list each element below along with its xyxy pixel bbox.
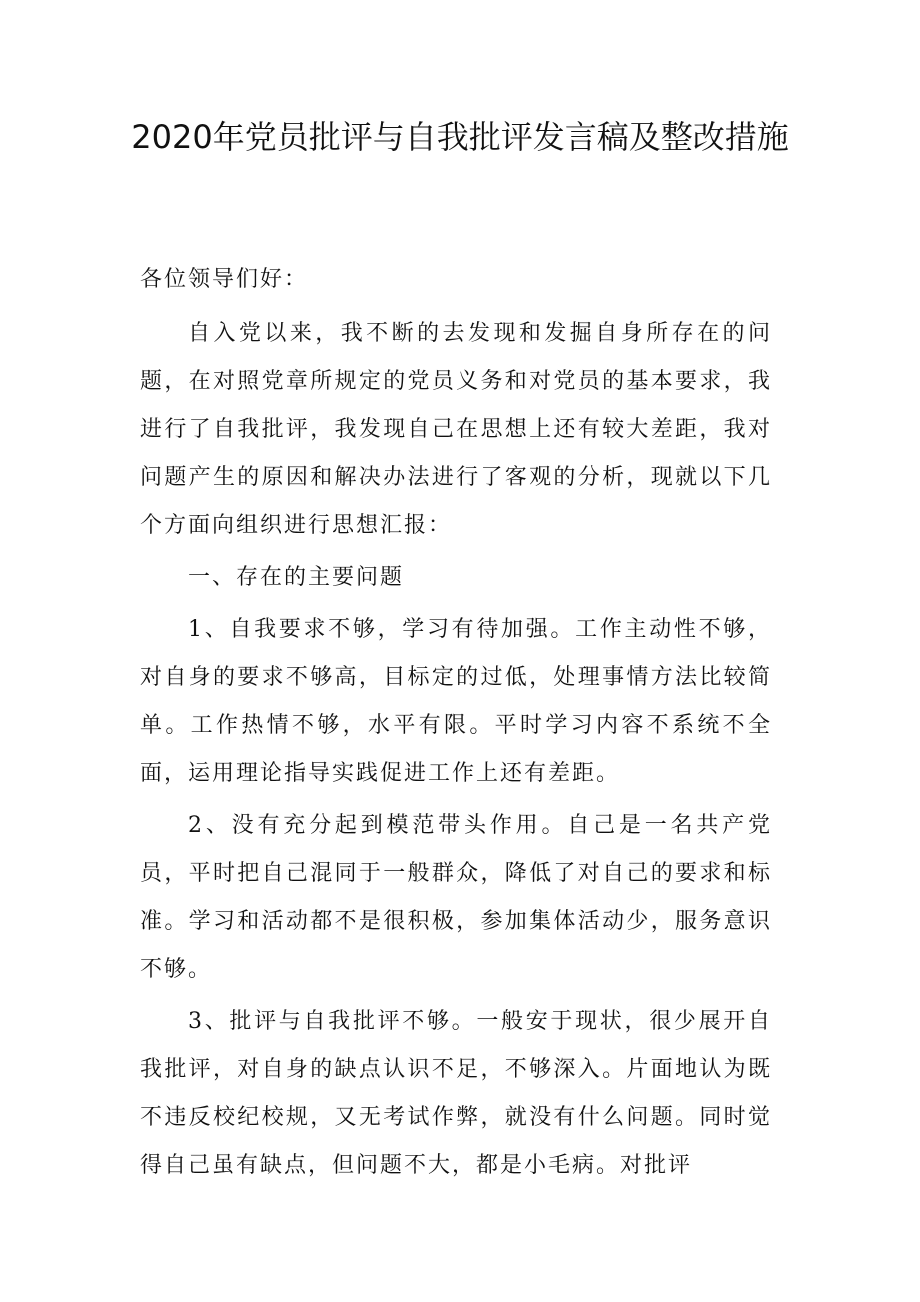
section-heading: 一、存在的主要问题 xyxy=(188,565,405,590)
greeting: 各位领导们好： xyxy=(140,267,309,292)
paragraph-item-3: 3、批评与自我批评不够。一般安于现状，很少展开自我批评，对自身的缺点认识不足，不够深入。片面地认为既不违反校纪校规，又无考试作弊，就没有什么问题。同时觉得自己虽有缺点，但问题不大，都是小毛病。对批评 xyxy=(140,1009,772,1178)
paragraph-item-2: 2、没有充分起到模范带头作用。自己是一名共产党员，平时把自己混同于一般群众，降低了对自己的要求和标准。学习和活动都不是很积极，参加集体活动少，服务意识不够。 xyxy=(140,813,772,982)
document-body xyxy=(140,256,772,1190)
paragraph-intro: 自入党以来，我不断的去发现和发掘自身所存在的问题，在对照党章所规定的党员义务和对党员的基本要求，我进行了自我批评，我发现自己在思想上还有较大差距，我对问题产生的原因和解决办法进行了客观的分析，现就以下几个方面向组织进行思想汇报： xyxy=(140,321,772,538)
document-title: 2020年党员批评与自我批评发言稿及整改措施 xyxy=(131,118,789,156)
paragraph-item-1: 1、自我要求不够，学习有待加强。工作主动性不够，对自身的要求不够高，目标定的过低，处理事情方法比较简单。工作热情不够，水平有限。平时学习内容不系统不全面，运用理论指导实践促进工作上还有差距。 xyxy=(140,617,772,786)
